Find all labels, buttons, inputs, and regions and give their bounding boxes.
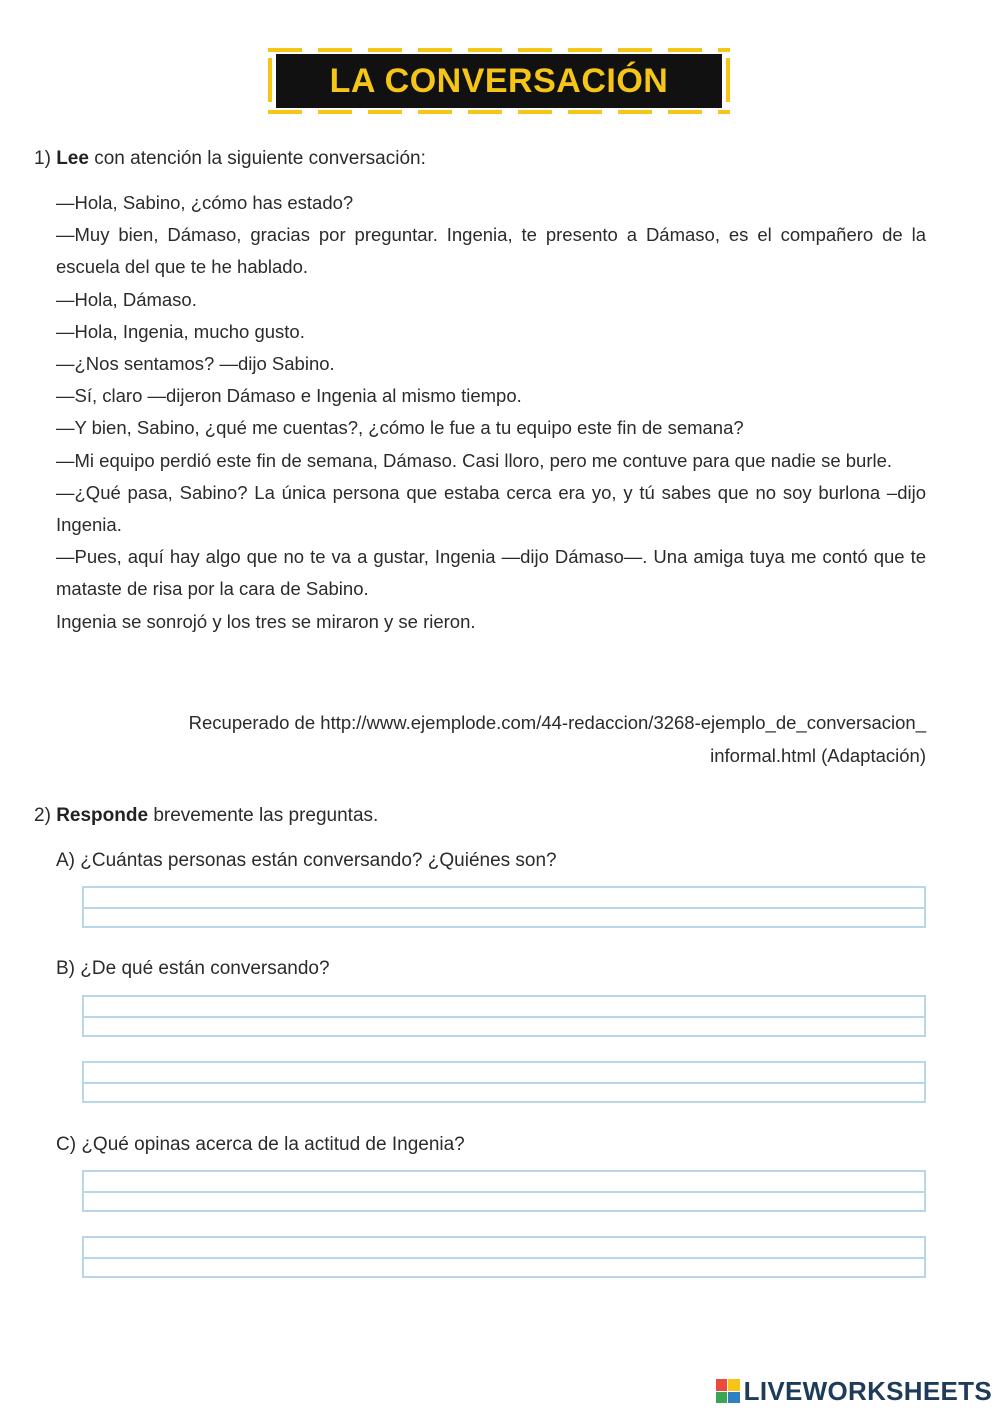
section-1-heading (34, 148, 426, 170)
title-banner (268, 48, 730, 114)
dialog-line: —Sí, claro —dijeron Dámaso e Ingenia al mismo tiempo. (56, 385, 522, 407)
answer-c-field-2[interactable] (82, 1236, 926, 1278)
dialog-line: —Mi equipo perdió este fin de semana, Dámaso. Casi lloro, pero me contuve para que nadie se burle. (56, 449, 893, 471)
brand-name: LIVEWORKSHEETS (743, 1375, 992, 1406)
dialog-line: Ingenia se sonrojó y los tres se miraron y se rieron. (56, 610, 476, 632)
section-1-keyword: Lee (56, 148, 89, 169)
question-c: C) ¿Qué opinas acerca de la actitud de Ingenia? (56, 1134, 465, 1155)
section-2-number: 2) (34, 805, 51, 826)
section-2-instruction: brevemente las preguntas. (148, 805, 379, 826)
dialog-line: —Hola, Dámaso. (56, 288, 197, 310)
answer-b-field-2[interactable] (82, 1061, 926, 1103)
section-1-number: 1) (34, 148, 51, 169)
title-dash-decoration (268, 48, 730, 52)
question-a: A) ¿Cuántas personas están conversando? ¿Quiénes son? (56, 850, 557, 871)
conversation-text (56, 187, 926, 638)
source-line-2: informal.html (Adaptación) (710, 745, 926, 766)
page-title: LA CONVERSACIÓN (329, 62, 669, 100)
answer-b-field-1[interactable] (82, 995, 926, 1037)
dialog-line: —Hola, Sabino, ¿cómo has estado? (56, 192, 354, 213)
dialog-line: —Pues, aquí hay algo que no te va a gustar, Ingenia —dijo Dámaso—. Una amiga tuya me contó que te mataste de risa por la cara de Sabino. (56, 546, 926, 600)
dialog-line: —¿Qué pasa, Sabino? La única persona que estaba cerca era yo, y tú sabes que no soy burlona –dijo Ingenia. (56, 481, 926, 536)
dialog-line: —Y bien, Sabino, ¿qué me cuentas?, ¿cómo le fue a tu equipo este fin de semana? (56, 417, 744, 439)
title-dash-decoration (268, 110, 730, 114)
title-side-decoration (268, 58, 272, 102)
dialog-line: —¿Nos sentamos? —dijo Sabino. (56, 353, 335, 375)
dialog-line: —Hola, Ingenia, mucho gusto. (56, 320, 305, 342)
source-citation (46, 706, 926, 772)
dialog-line: —Muy bien, Dámaso, gracias por preguntar. Ingenia, te presento a Dámaso, es el compañero de la escuela del que te he hablado. (56, 224, 926, 278)
section-2-heading (34, 805, 378, 827)
source-line-1: Recuperado de http://www.ejemplode.com/44-redaccion/3268-ejemplo_de_conversacion_ (188, 712, 926, 733)
answer-c-field-1[interactable] (82, 1170, 926, 1212)
answer-a-field[interactable] (82, 886, 926, 928)
title-side-decoration (726, 58, 730, 102)
question-b: B) ¿De qué están conversando? (56, 958, 330, 979)
liveworksheets-brand[interactable] (716, 1374, 992, 1408)
section-2-keyword: Responde (56, 805, 149, 826)
liveworksheets-logo-icon (716, 1379, 740, 1403)
section-1-instruction: con atención la siguiente conversación: (88, 148, 426, 169)
